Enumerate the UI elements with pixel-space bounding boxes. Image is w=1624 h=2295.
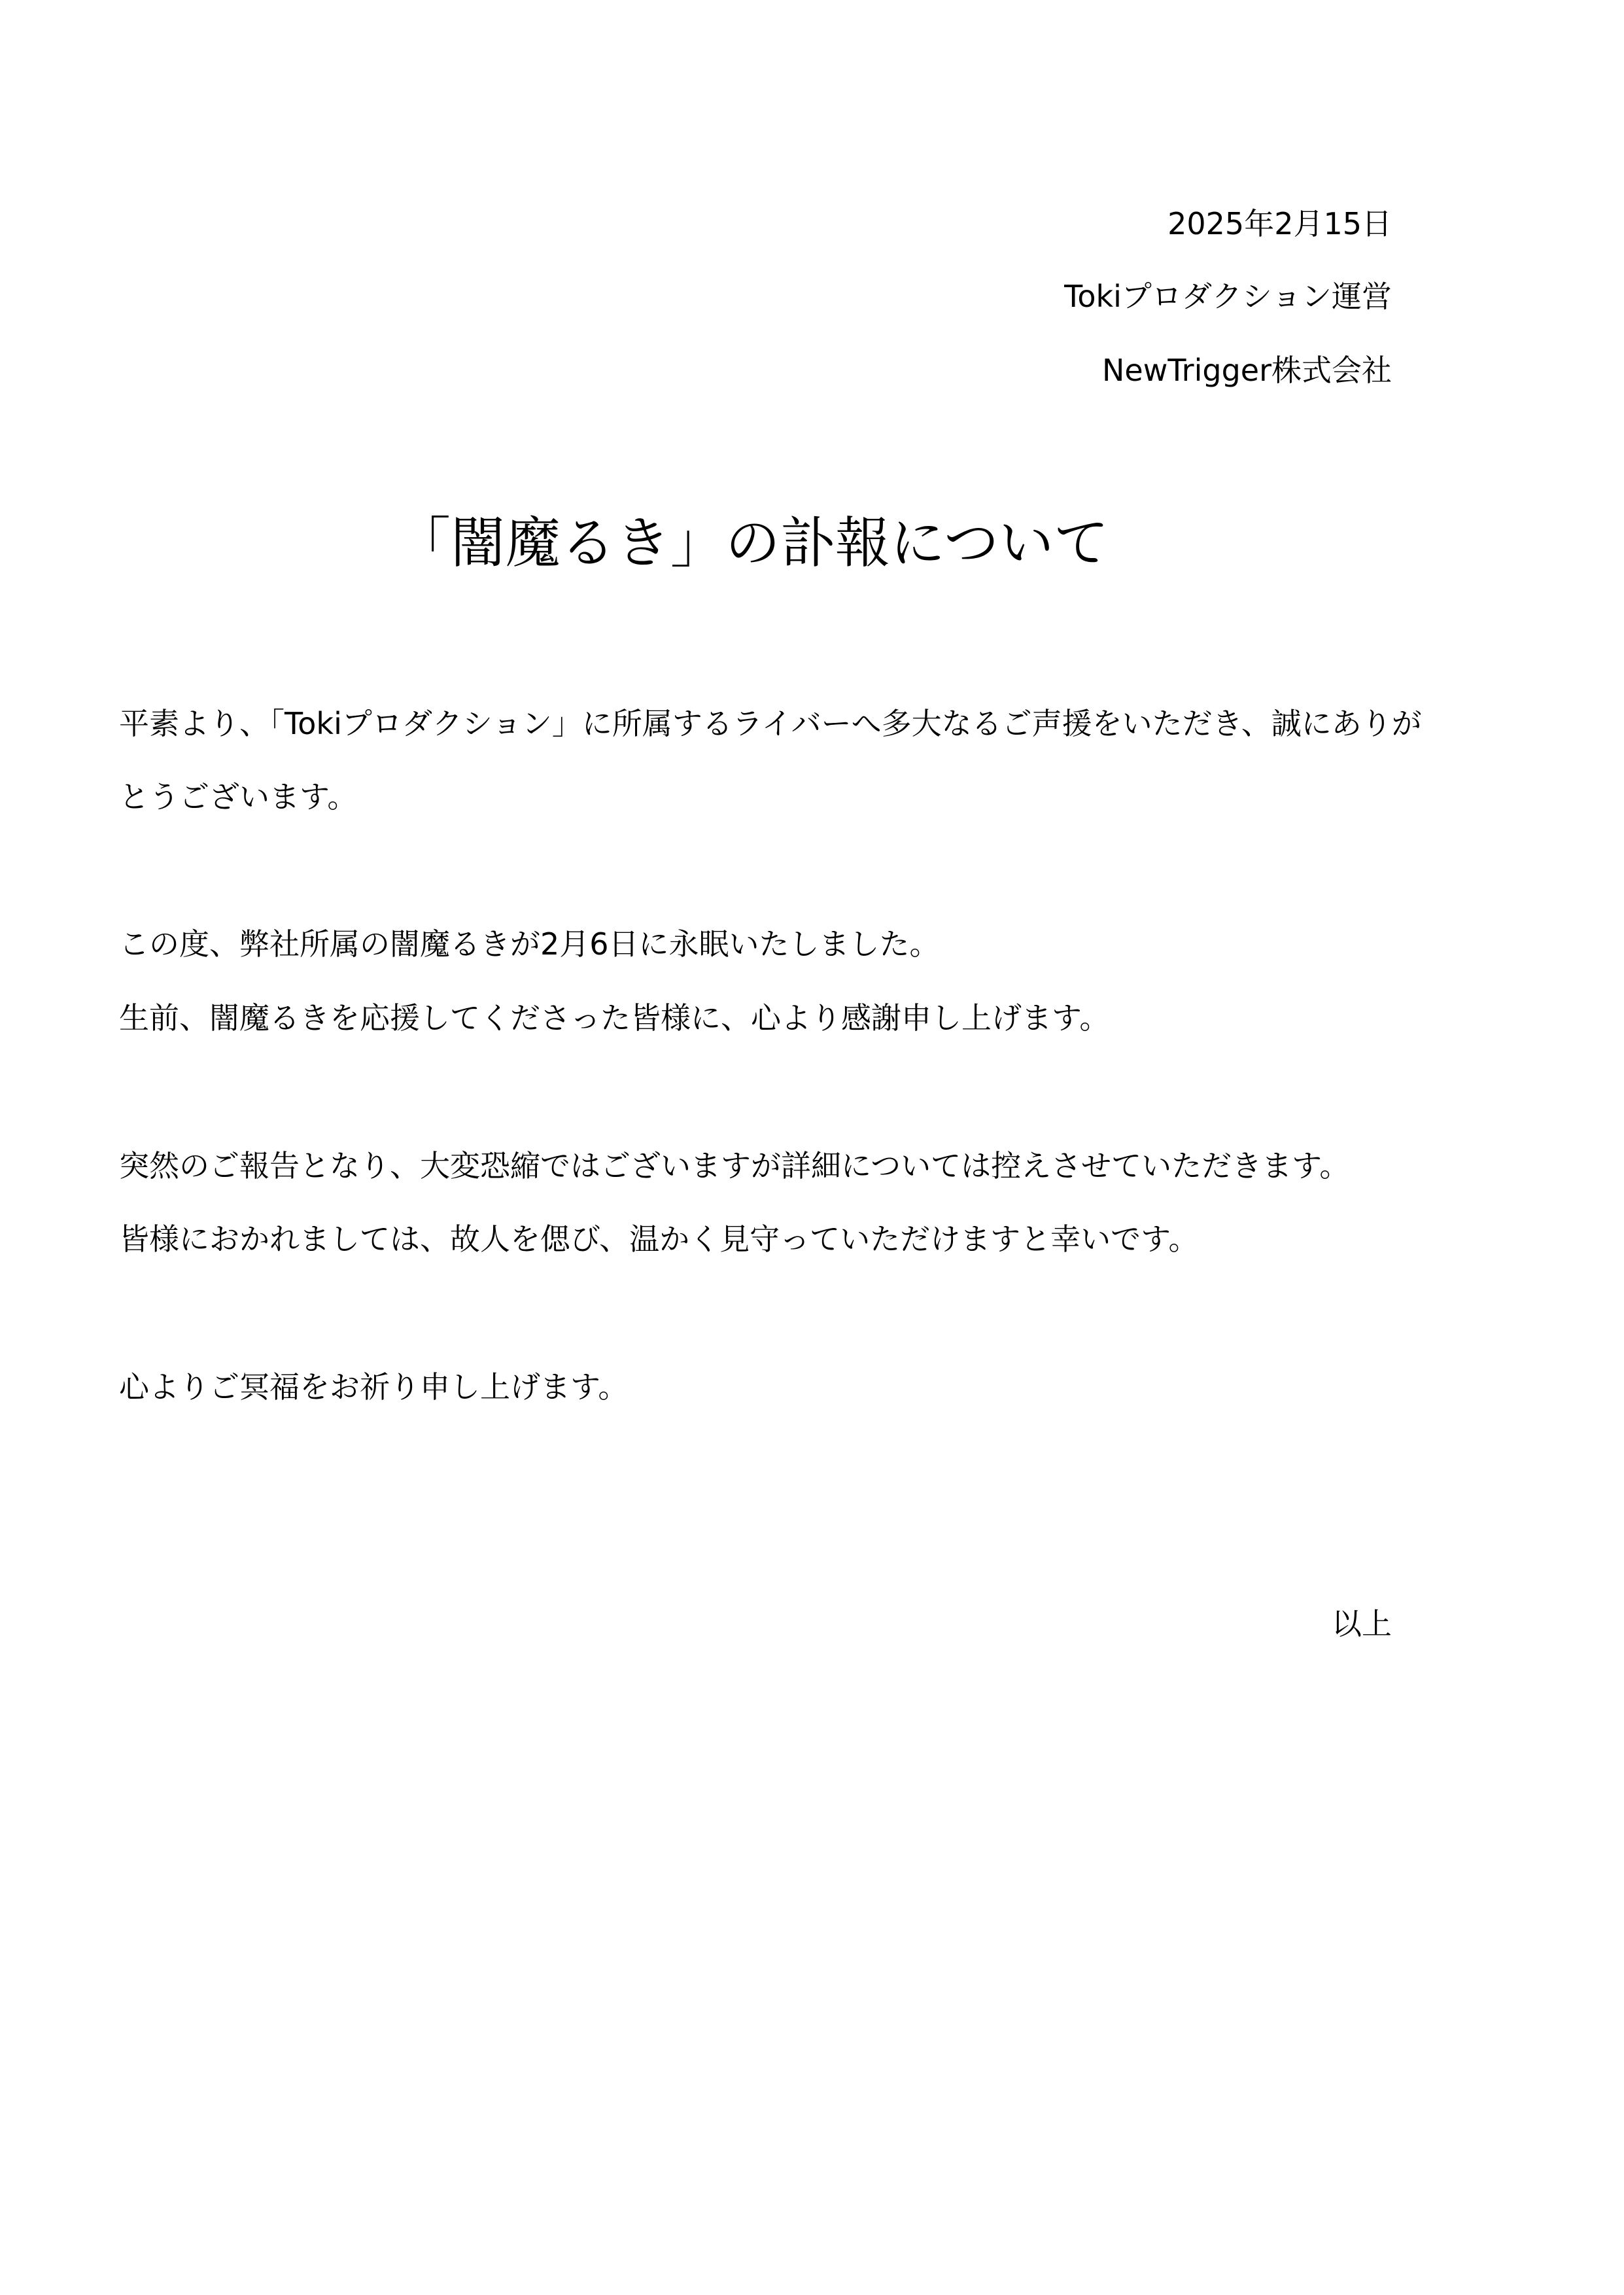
paragraph-4-line-1: 心よりご冥福をお祈り申し上げます。 <box>119 1369 629 1405</box>
paragraph-3-line-1: 突然のご報告となり、大変恐縮ではございますが詳細については控えさせていただきます。 <box>119 1148 1350 1183</box>
paragraph-2-line-1: この度、弊社所属の闇魔るきが2月6日に永眠いたしました。 <box>119 926 940 962</box>
paragraph-1-line-2: とうございます。 <box>119 779 358 815</box>
paragraph-1-line-1: 平素より、「Tokiプロダクション」に所属するライバーへ多大なるご声援をいただき、誠にありが <box>119 706 1422 741</box>
paragraph-2-line-2: 生前、闇魔るきを応援してくださった皆様に、心より感謝申し上げます。 <box>119 1000 1110 1036</box>
paragraph-3-line-2: 皆様におかれましては、故人を偲び、温かく見守っていただけますと幸いです。 <box>119 1221 1199 1257</box>
closing-mark: 以上 <box>1332 1606 1392 1641</box>
issuer-operator: Tokiプロダクション運営 <box>1064 279 1392 314</box>
document-title: 「闇魔るき」の訃報について <box>395 511 1109 575</box>
document-date: 2025年2月15日 <box>1167 206 1392 241</box>
issuer-company: NewTrigger株式会社 <box>1102 353 1392 388</box>
